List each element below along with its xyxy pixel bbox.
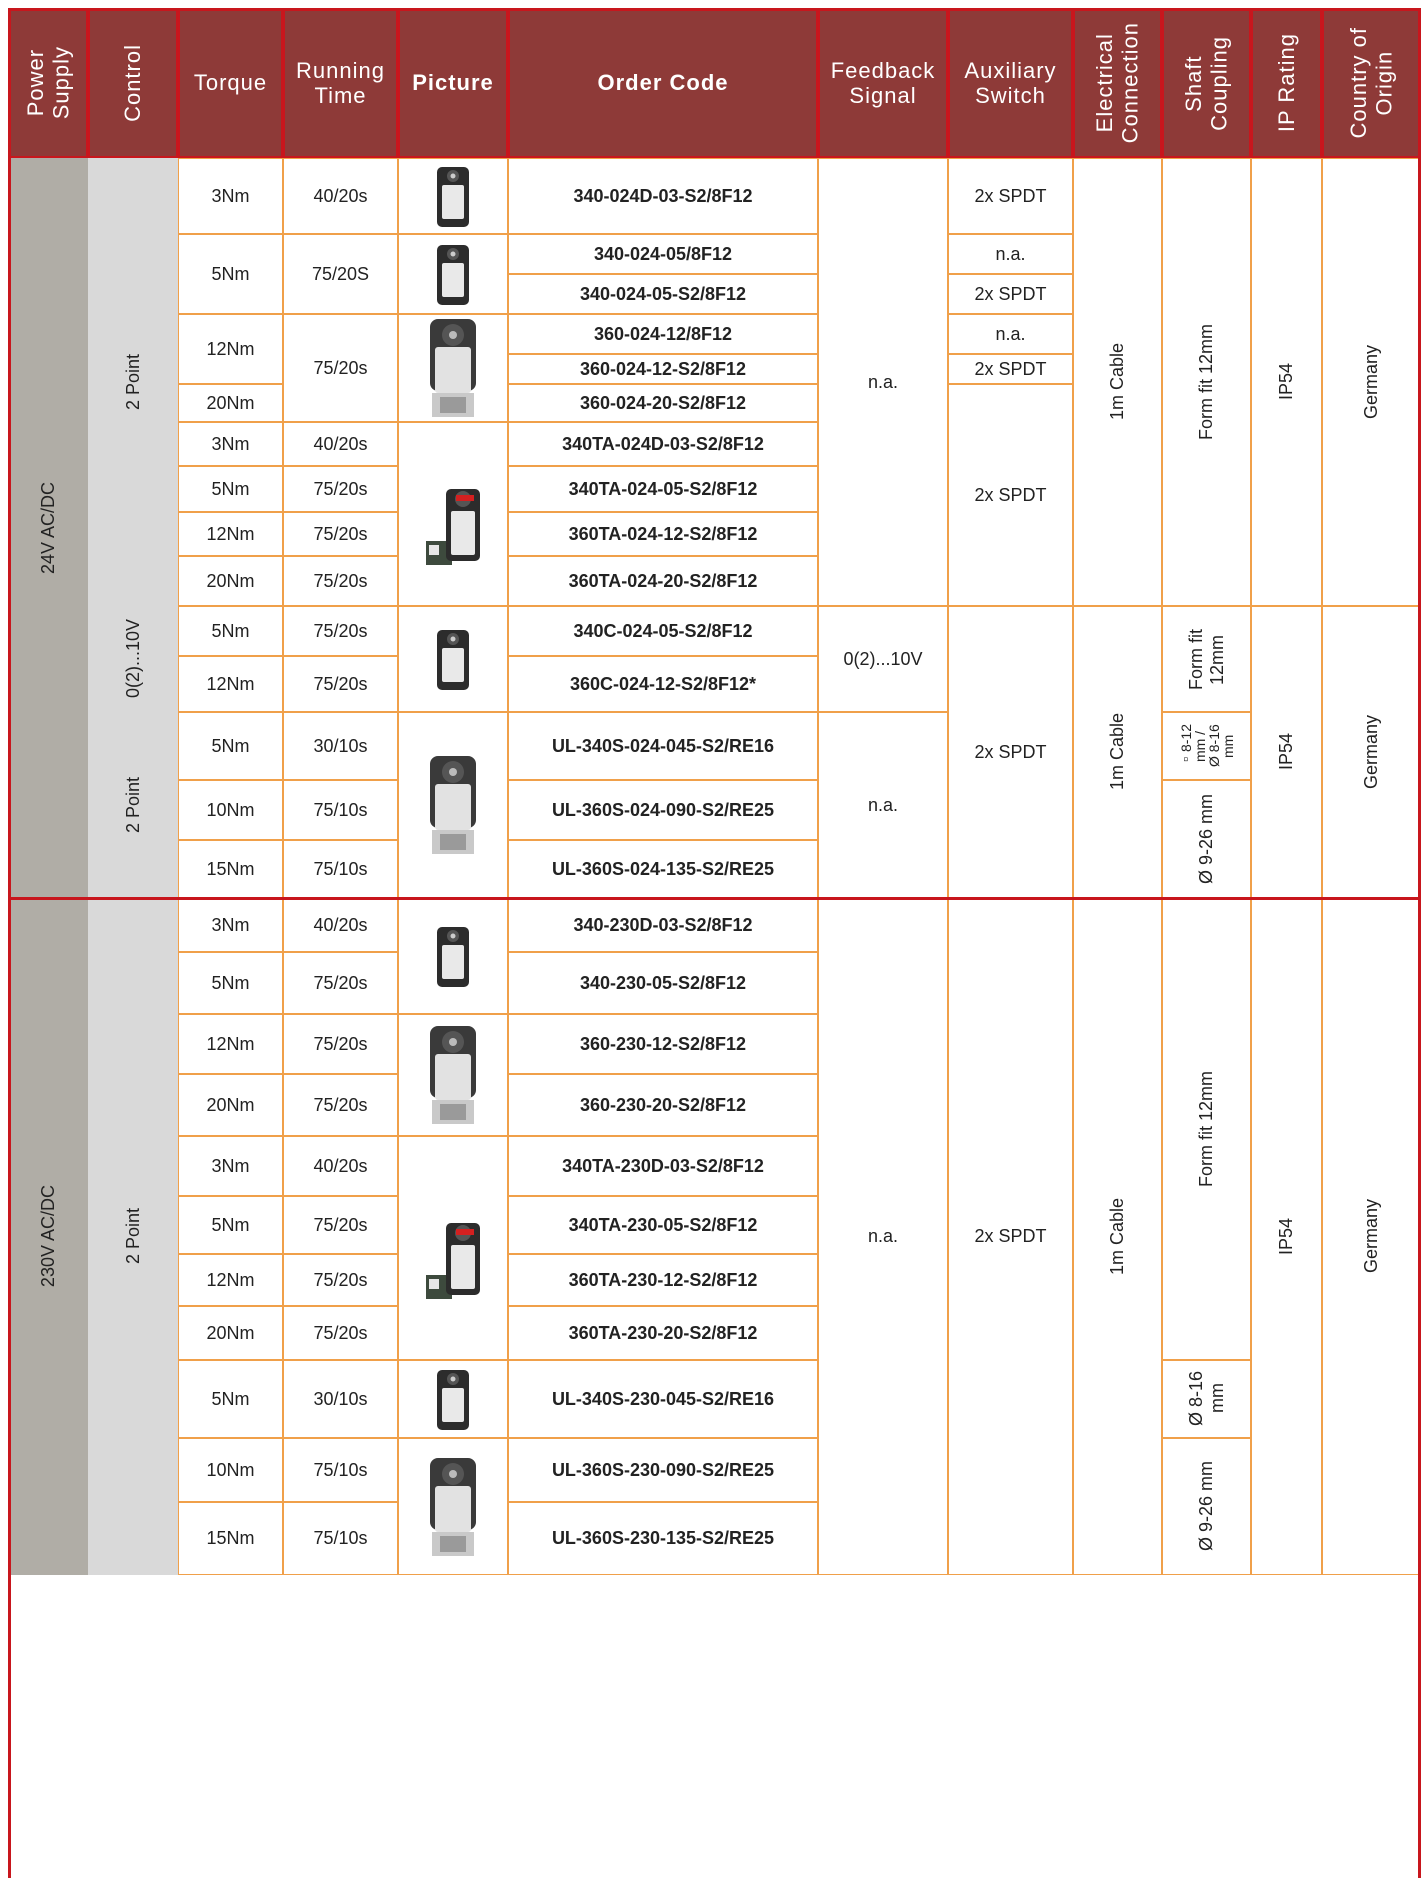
ip-rating-text: IP54 xyxy=(1276,733,1296,771)
order-code-cell xyxy=(508,274,818,314)
running-time-cell xyxy=(283,512,398,556)
torque-cell-text: 12Nm xyxy=(206,1269,255,1290)
torque-cell-text: 12Nm xyxy=(206,338,255,359)
shaft-coupling xyxy=(1162,1360,1251,1438)
actuator-small-icon xyxy=(423,921,483,991)
country-of-origin-text: Germany xyxy=(1361,1199,1381,1274)
running-time-cell xyxy=(283,314,398,422)
shaft-coupling xyxy=(1162,898,1251,1360)
order-code-cell xyxy=(508,556,818,606)
order-code-cell-text: 360TA-230-20-S2/8F12 xyxy=(568,1322,758,1343)
header-shaft-coupling xyxy=(1162,8,1251,158)
feedback-signal xyxy=(818,606,948,712)
picture-cell xyxy=(398,898,508,1014)
country-of-origin xyxy=(1322,898,1421,1575)
control-2-point-text: 2 Point xyxy=(122,353,143,411)
control-analog-text: 0(2)...10V xyxy=(122,619,143,699)
order-code-cell xyxy=(508,898,818,952)
auxiliary-switch-text: 2x SPDT xyxy=(974,358,1047,379)
power-supply-230v-text: 230V AC/DC xyxy=(37,1185,58,1288)
control-2-point xyxy=(88,898,178,1575)
running-time-cell xyxy=(283,656,398,712)
running-time-cell xyxy=(283,780,398,840)
running-time-cell xyxy=(283,1254,398,1306)
header-picture-text: Picture xyxy=(412,70,494,96)
torque-cell-text: 5Nm xyxy=(211,735,250,756)
picture-cell xyxy=(398,1014,508,1136)
feedback-signal-text: n.a. xyxy=(867,371,899,392)
torque-cell xyxy=(178,1360,283,1438)
feedback-signal-text: n.a. xyxy=(867,1226,899,1246)
shaft-coupling xyxy=(1162,158,1251,606)
product-table xyxy=(8,8,1421,1881)
header-country-of-origin xyxy=(1322,8,1421,158)
header-control-text: Control xyxy=(120,44,146,122)
actuator-small-icon xyxy=(423,624,483,694)
torque-cell xyxy=(178,898,283,952)
torque-cell xyxy=(178,780,283,840)
picture-cell xyxy=(398,1360,508,1438)
running-time-cell xyxy=(283,1438,398,1502)
order-code-cell-text: 360-230-20-S2/8F12 xyxy=(579,1094,747,1115)
order-code-cell-text: 340C-024-05-S2/8F12 xyxy=(573,620,753,641)
torque-cell-text: 5Nm xyxy=(211,1388,250,1409)
running-time-cell-text: 75/20s xyxy=(313,570,368,591)
actuator-spring-icon xyxy=(418,459,488,569)
picture-cell xyxy=(398,606,508,712)
feedback-signal xyxy=(818,158,948,606)
control-2-point xyxy=(88,158,178,606)
order-code-cell-text: UL-360S-230-135-S2/RE25 xyxy=(551,1528,775,1548)
order-code-cell-text: 360TA-024-12-S2/8F12 xyxy=(568,523,758,544)
order-code-cell xyxy=(508,1014,818,1074)
torque-cell xyxy=(178,234,283,314)
order-code-cell-text: 340TA-230-05-S2/8F12 xyxy=(568,1214,758,1235)
auxiliary-switch-text: 2x SPDT xyxy=(974,1226,1047,1246)
running-time-cell-text: 75/10s xyxy=(313,1459,368,1480)
picture-cell xyxy=(398,1438,508,1575)
order-code-cell xyxy=(508,1254,818,1306)
torque-cell xyxy=(178,422,283,466)
running-time-cell-text: 40/20s xyxy=(313,914,368,935)
running-time-cell-text: 75/20s xyxy=(313,357,368,378)
header-shaft-coupling-text: Shaft Coupling xyxy=(1181,35,1232,131)
shaft-coupling-text: Ø 9-26 mm xyxy=(1196,793,1216,885)
running-time-cell-text: 75/20s xyxy=(313,1322,368,1343)
running-time-cell-text: 40/20s xyxy=(313,433,368,454)
order-code-cell xyxy=(508,1136,818,1196)
running-time-cell xyxy=(283,158,398,234)
running-time-cell xyxy=(283,1136,398,1196)
ip-rating xyxy=(1251,606,1322,898)
shaft-coupling-text: Ø 9-26 mm xyxy=(1196,1461,1216,1552)
running-time-cell xyxy=(283,556,398,606)
header-auxiliary-switch-text: Auxiliary Switch xyxy=(964,57,1057,108)
picture-cell xyxy=(398,422,508,606)
order-code-cell-text: 360-230-12-S2/8F12 xyxy=(579,1033,747,1054)
auxiliary-switch-text: n.a. xyxy=(995,243,1026,264)
header-power-supply xyxy=(8,8,88,158)
control-2-point-text: 2 Point xyxy=(122,776,143,834)
running-time-cell-text: 75/20s xyxy=(313,523,368,544)
order-code-cell-text: UL-360S-024-135-S2/RE25 xyxy=(551,858,775,879)
torque-cell xyxy=(178,1014,283,1074)
shaft-coupling xyxy=(1162,1438,1251,1575)
header-feedback-signal-text: Feedback Signal xyxy=(830,57,936,108)
torque-cell-text: 5Nm xyxy=(211,478,250,499)
order-code-cell xyxy=(508,466,818,512)
order-code-cell xyxy=(508,354,818,384)
electrical-connection xyxy=(1073,158,1162,606)
actuator-small-icon xyxy=(423,239,483,309)
torque-cell xyxy=(178,606,283,656)
running-time-cell xyxy=(283,1306,398,1360)
torque-cell xyxy=(178,1196,283,1254)
order-code-cell-text: UL-340S-024-045-S2/RE16 xyxy=(551,735,775,756)
header-running-time xyxy=(283,8,398,158)
shaft-coupling-text: Ø 8-16 mm xyxy=(1185,1371,1227,1427)
picture-cell xyxy=(398,712,508,898)
order-code-cell xyxy=(508,1306,818,1360)
actuator-large-icon xyxy=(418,313,488,423)
order-code-cell-text: 360TA-230-12-S2/8F12 xyxy=(568,1269,758,1290)
electrical-connection-text: 1m Cable xyxy=(1107,343,1127,421)
torque-cell-text: 5Nm xyxy=(211,972,250,993)
running-time-cell xyxy=(283,1502,398,1575)
order-code-cell-text: 340TA-230D-03-S2/8F12 xyxy=(562,1155,764,1176)
torque-cell xyxy=(178,952,283,1014)
shaft-coupling-text: Form fit 12mm xyxy=(1196,323,1216,440)
order-code-cell-text: UL-340S-230-045-S2/RE16 xyxy=(551,1388,775,1409)
running-time-cell-text: 75/20s xyxy=(313,620,368,641)
torque-cell-text: 3Nm xyxy=(211,914,250,935)
electrical-connection-text: 1m Cable xyxy=(1107,1197,1127,1276)
order-code-cell xyxy=(508,1074,818,1136)
torque-cell xyxy=(178,1438,283,1502)
order-code-cell-text: 340-230D-03-S2/8F12 xyxy=(573,914,753,935)
ip-rating-text: IP54 xyxy=(1276,363,1296,401)
auxiliary-switch xyxy=(948,606,1073,898)
running-time-cell-text: 75/20s xyxy=(313,673,368,694)
header-ip-rating xyxy=(1251,8,1322,158)
running-time-cell xyxy=(283,234,398,314)
order-code-cell xyxy=(508,656,818,712)
order-code-cell xyxy=(508,1360,818,1438)
order-code-cell xyxy=(508,234,818,274)
running-time-cell-text: 75/20S xyxy=(311,263,370,284)
running-time-cell-text: 30/10s xyxy=(313,735,368,756)
auxiliary-switch-text: 2x SPDT xyxy=(974,185,1047,206)
picture-cell xyxy=(398,314,508,422)
torque-cell-text: 20Nm xyxy=(206,392,255,413)
torque-cell xyxy=(178,158,283,234)
order-code-cell-text: 360-024-12-S2/8F12 xyxy=(579,358,747,379)
torque-cell-text: 10Nm xyxy=(206,1459,255,1480)
shaft-coupling xyxy=(1162,780,1251,898)
torque-cell-text: 15Nm xyxy=(206,858,255,879)
shaft-coupling-text: Form fit 12mm xyxy=(1185,628,1227,690)
running-time-cell-text: 75/20s xyxy=(313,1269,368,1290)
header-picture xyxy=(398,8,508,158)
torque-cell-text: 5Nm xyxy=(211,1214,250,1235)
order-code-cell xyxy=(508,158,818,234)
auxiliary-switch-text: n.a. xyxy=(995,323,1026,344)
shaft-coupling-text: Form fit 12mm xyxy=(1196,1070,1216,1187)
torque-cell-text: 20Nm xyxy=(206,570,255,591)
running-time-cell-text: 75/20s xyxy=(313,972,368,993)
torque-cell-text: 5Nm xyxy=(211,263,250,284)
order-code-cell-text: 340TA-024D-03-S2/8F12 xyxy=(562,433,764,454)
auxiliary-switch-text: 2x SPDT xyxy=(974,283,1047,304)
electrical-connection xyxy=(1073,898,1162,1575)
torque-cell-text: 5Nm xyxy=(211,620,250,641)
header-order-code xyxy=(508,8,818,158)
actuator-large-icon xyxy=(418,1452,488,1562)
order-code-cell-text: 340TA-024-05-S2/8F12 xyxy=(568,478,758,499)
header-auxiliary-switch xyxy=(948,8,1073,158)
torque-cell xyxy=(178,1502,283,1575)
order-code-cell-text: 340-024D-03-S2/8F12 xyxy=(573,185,753,206)
order-code-cell xyxy=(508,780,818,840)
torque-cell-text: 20Nm xyxy=(206,1094,255,1115)
ip-rating xyxy=(1251,898,1322,1575)
order-code-cell xyxy=(508,952,818,1014)
torque-cell xyxy=(178,556,283,606)
auxiliary-switch xyxy=(948,158,1073,234)
auxiliary-switch xyxy=(948,274,1073,314)
running-time-cell-text: 30/10s xyxy=(313,1388,368,1409)
order-code-cell xyxy=(508,712,818,780)
power-supply-24v-text: 24V AC/DC xyxy=(37,481,58,575)
torque-cell-text: 3Nm xyxy=(211,185,250,206)
torque-cell-text: 15Nm xyxy=(206,1528,255,1548)
auxiliary-switch-text: 2x SPDT xyxy=(974,741,1047,762)
country-of-origin-text: Germany xyxy=(1361,714,1381,790)
control-analog xyxy=(88,606,178,712)
header-electrical-connection-text: Electrical Connection xyxy=(1092,22,1143,144)
header-torque xyxy=(178,8,283,158)
order-code-cell-text: 340-024-05-S2/8F12 xyxy=(579,283,747,304)
torque-cell-text: 10Nm xyxy=(206,799,255,820)
shaft-coupling xyxy=(1162,606,1251,712)
header-control xyxy=(88,8,178,158)
order-code-cell-text: 340-024-05/8F12 xyxy=(593,243,733,264)
running-time-cell-text: 75/20s xyxy=(313,478,368,499)
running-time-cell xyxy=(283,1074,398,1136)
order-code-cell-text: 360C-024-12-S2/8F12* xyxy=(569,673,757,694)
torque-cell xyxy=(178,1306,283,1360)
running-time-cell-text: 75/20s xyxy=(313,1214,368,1235)
torque-cell xyxy=(178,512,283,556)
header-torque-text: Torque xyxy=(193,70,268,96)
order-code-cell xyxy=(508,314,818,354)
running-time-cell-text: 75/20s xyxy=(313,1033,368,1054)
running-time-cell xyxy=(283,898,398,952)
order-code-cell xyxy=(508,1196,818,1254)
feedback-signal-text: 0(2)...10V xyxy=(843,648,923,669)
running-time-cell-text: 75/10s xyxy=(313,1528,368,1548)
running-time-cell xyxy=(283,712,398,780)
torque-cell-text: 3Nm xyxy=(211,1155,250,1176)
electrical-connection xyxy=(1073,606,1162,898)
country-of-origin xyxy=(1322,606,1421,898)
running-time-cell xyxy=(283,952,398,1014)
header-feedback-signal xyxy=(818,8,948,158)
running-time-cell-text: 40/20s xyxy=(313,185,368,206)
picture-cell xyxy=(398,234,508,314)
ip-rating-text: IP54 xyxy=(1276,1217,1296,1256)
order-code-cell xyxy=(508,422,818,466)
actuator-small-icon xyxy=(423,161,483,231)
running-time-cell xyxy=(283,1014,398,1074)
running-time-cell xyxy=(283,466,398,512)
auxiliary-switch xyxy=(948,354,1073,384)
running-time-cell-text: 75/10s xyxy=(313,799,368,820)
running-time-cell xyxy=(283,1196,398,1254)
actuator-small-icon xyxy=(423,1364,483,1434)
header-running-time-text: Running Time xyxy=(296,57,385,108)
order-code-cell xyxy=(508,840,818,898)
header-power-supply-text: Power Supply xyxy=(22,46,73,120)
order-code-cell xyxy=(508,1438,818,1502)
auxiliary-switch xyxy=(948,314,1073,354)
actuator-large-icon xyxy=(418,750,488,860)
torque-cell xyxy=(178,1254,283,1306)
header-order-code-text: Order Code xyxy=(597,70,729,96)
header-country-of-origin-text: Country of Origin xyxy=(1346,27,1397,139)
order-code-cell-text: 360-024-20-S2/8F12 xyxy=(579,392,747,413)
country-of-origin xyxy=(1322,158,1421,606)
order-code-cell xyxy=(508,512,818,556)
running-time-cell xyxy=(283,840,398,898)
feedback-signal-text: n.a. xyxy=(867,794,899,815)
running-time-cell-text: 75/10s xyxy=(313,858,368,879)
actuator-large-icon xyxy=(418,1020,488,1130)
torque-cell xyxy=(178,1136,283,1196)
torque-cell-text: 12Nm xyxy=(206,523,255,544)
header-electrical-connection xyxy=(1073,8,1162,158)
section-divider xyxy=(8,897,1421,900)
control-2-point-text: 2 Point xyxy=(122,1208,143,1265)
running-time-cell-text: 40/20s xyxy=(313,1155,368,1176)
power-supply-24v xyxy=(8,158,88,898)
auxiliary-switch xyxy=(948,384,1073,606)
electrical-connection-text: 1m Cable xyxy=(1107,713,1127,791)
actuator-spring-icon xyxy=(418,1193,488,1303)
feedback-signal xyxy=(818,898,948,1575)
feedback-signal xyxy=(818,712,948,898)
order-code-cell xyxy=(508,384,818,422)
torque-cell xyxy=(178,384,283,422)
torque-cell xyxy=(178,1074,283,1136)
torque-cell-text: 12Nm xyxy=(206,1033,255,1054)
torque-cell xyxy=(178,656,283,712)
torque-cell xyxy=(178,840,283,898)
order-code-cell-text: 340-230-05-S2/8F12 xyxy=(579,972,747,993)
shaft-coupling-text: ▫8-12 mm / Ø 8-16 mm xyxy=(1177,723,1236,769)
picture-cell xyxy=(398,1136,508,1360)
torque-cell xyxy=(178,314,283,384)
torque-cell xyxy=(178,466,283,512)
running-time-cell xyxy=(283,1360,398,1438)
control-2-point xyxy=(88,712,178,898)
order-code-cell xyxy=(508,606,818,656)
header-ip-rating-text: IP Rating xyxy=(1273,33,1299,133)
auxiliary-switch xyxy=(948,898,1073,1575)
power-supply-230v xyxy=(8,898,88,1575)
torque-cell-text: 12Nm xyxy=(206,673,255,694)
order-code-cell-text: UL-360S-024-090-S2/RE25 xyxy=(551,799,775,820)
running-time-cell-text: 75/20s xyxy=(313,1094,368,1115)
running-time-cell xyxy=(283,606,398,656)
torque-cell xyxy=(178,712,283,780)
auxiliary-switch xyxy=(948,234,1073,274)
ip-rating xyxy=(1251,158,1322,606)
shaft-coupling xyxy=(1162,712,1251,780)
torque-cell-text: 20Nm xyxy=(206,1322,255,1343)
torque-cell-text: 3Nm xyxy=(211,433,250,454)
picture-cell xyxy=(398,158,508,234)
running-time-cell xyxy=(283,422,398,466)
country-of-origin-text: Germany xyxy=(1361,344,1381,420)
order-code-cell-text: 360TA-024-20-S2/8F12 xyxy=(568,570,758,591)
order-code-cell-text: 360-024-12/8F12 xyxy=(593,323,733,344)
order-code-cell-text: UL-360S-230-090-S2/RE25 xyxy=(551,1459,775,1480)
auxiliary-switch-text: 2x SPDT xyxy=(974,484,1047,505)
order-code-cell xyxy=(508,1502,818,1575)
